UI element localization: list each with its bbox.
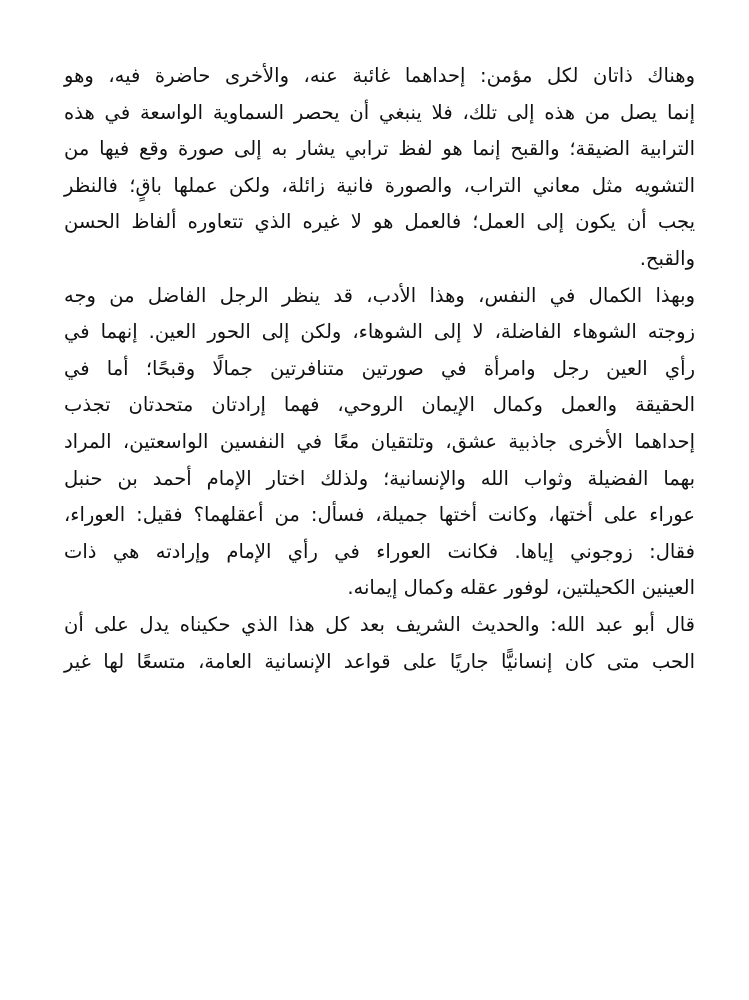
text-line: يجب أن يكون إلى العمل؛ فالعمل هو لا غيره الذي تتعاوره ألفاظ الحسن — [64, 210, 695, 234]
text-line: عوراء على أختها، وكانت أختها جميلة، فسأل: من أعقلهما؟ فقيل: العوراء، — [64, 503, 695, 527]
text-line: وهناك ذاتان لكل مؤمن: إحداهما غائبة عنه، والأخرى حاضرة فيه، وهو — [64, 64, 695, 87]
text-line: رأي العين رجل وامرأة في صورتين متنافرتين جمالًا وقبحًا؛ أما في — [64, 356, 695, 380]
text-line: الترابية الضيقة؛ والقبح إنما هو لفظ ترابي يشار به إلى صورة وقع فيها من — [64, 137, 695, 161]
paragraph-2 — [64, 278, 695, 607]
paragraph-1 — [64, 58, 695, 278]
text-line: وبهذا الكمال في النفس، وهذا الأدب، قد ينظر الرجل الفاضل من وجه — [64, 283, 695, 307]
text-line: زوجته الشوهاء الفاضلة، لا إلى الشوهاء، ولكن إلى الحور العين. إنهما في — [64, 320, 695, 344]
document-page — [64, 58, 695, 680]
text-line: الحب متى كان إنسانيًّا جاريًا على قواعد الإنسانية العامة، متسعًا لها غير — [64, 649, 695, 673]
text-line: التشويه مثل معاني التراب، والصورة فانية زائلة، ولكن عملها باقٍ؛ فالنظر — [64, 173, 695, 197]
text-line: إنما يصل من هذه إلى تلك، فلا ينبغي أن يحصر السماوية الواسعة في هذه — [64, 100, 695, 124]
text-line: فقال: زوجوني إياها. فكانت العوراء في رأي الإمام وإرادته هي ذات — [64, 539, 695, 563]
text-line: العينين الكحيلتين، لوفور عقله وكمال إيمانه. — [347, 576, 695, 600]
text-line: بهما الفضيلة وثواب الله والإنسانية؛ ولذلك اختار الإمام أحمد بن حنبل — [64, 466, 695, 490]
text-line: والقبح. — [639, 246, 695, 270]
text-line: إحداهما الأخرى جاذبية عشق، وتلتقيان معًا في النفسين الواسعتين، المراد — [64, 429, 695, 453]
paragraph-3 — [64, 607, 695, 680]
text-line: الحقيقة والعمل وكمال الإيمان الروحي، فهما إرادتان متحدتان تجذب — [64, 393, 695, 417]
text-line: قال أبو عبد الله: والحديث الشريف بعد كل هذا الذي حكيناه يدل على أن — [64, 612, 695, 636]
